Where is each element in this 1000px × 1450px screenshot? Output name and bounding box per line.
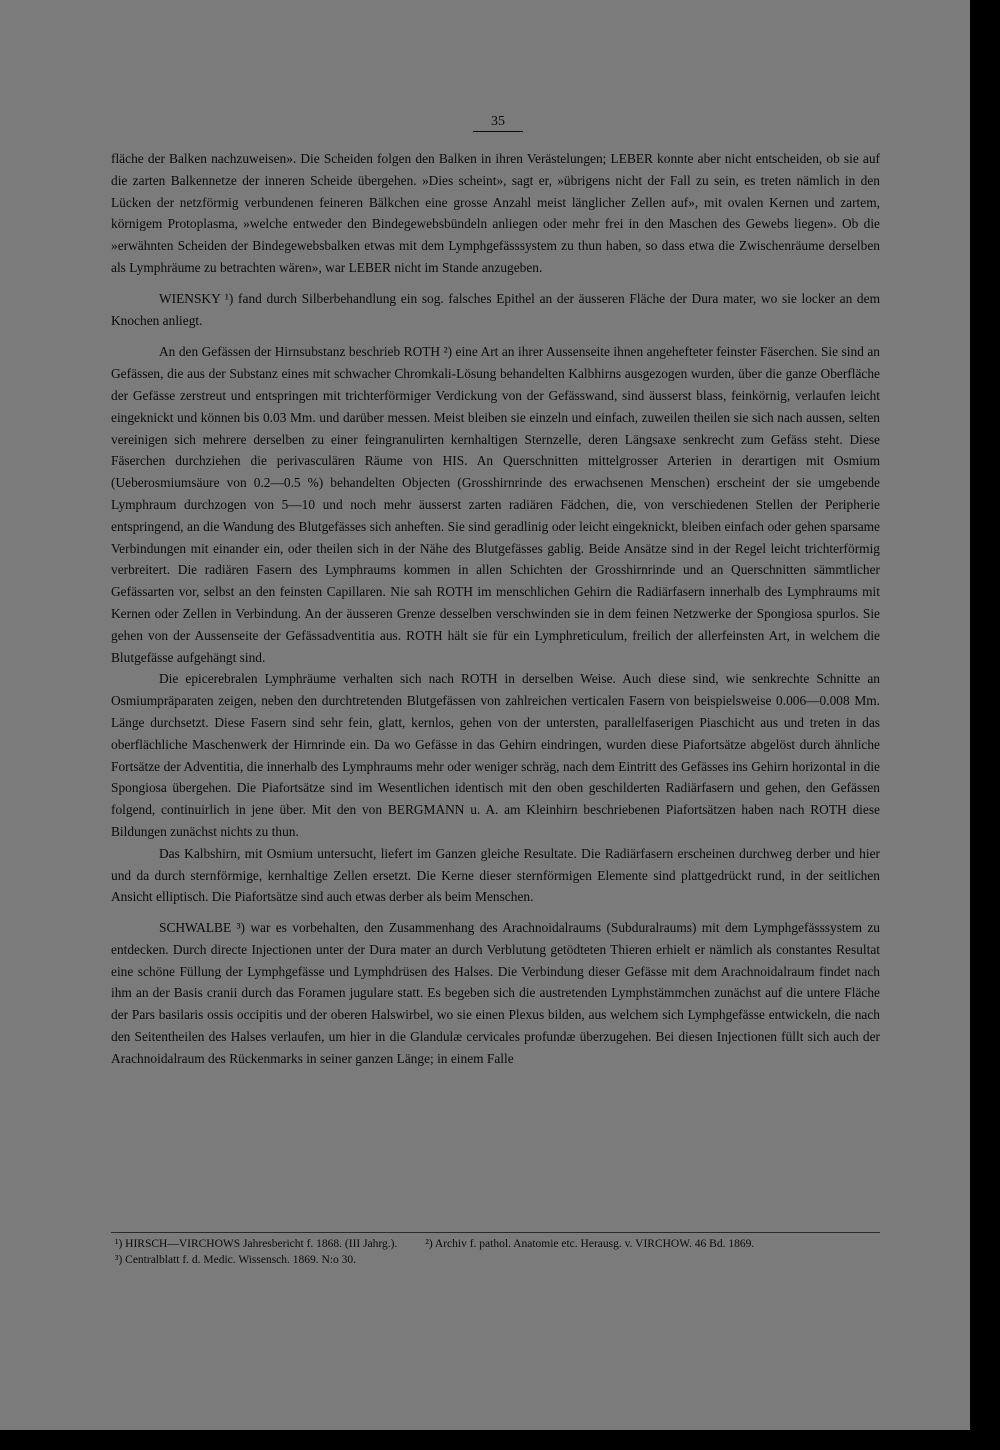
paragraph: SCHWALBE ³) war es vorbehalten, den Zusammenhang des Arachnoidalraums (Subduralraums) mit dem Lymphgefässsystem zu entdecken. Durch directe Injectionen unter der Dura mater an durch Verblutung getödteten Thieren erhielt er nämlich als constantes Resultat eine schöne Füllung der Lymphgefässe und Lymphdrüsen des Halses. Die Verbindung dieser Gefässe mit dem Arachnoidalraum findet nach ihm an der Basis cranii durch das Foramen jugulare statt. Es begeben sich die austretenden Lymphstämmchen zunächst auf die untere Fläche der Pars basilaris ossis occipitis und der oberen Halswirbel, wo sie einen Plexus bilden, aus welchem sich Lymphgefässe entwickeln, die nach den Seitentheilen des Halses verlaufen, um hier in die Glandulæ cervicales profundæ überzugehen. Bei diesen Injectionen füllt sich auch der Arachnoidalraum des Rückenmarks in seiner ganzen Länge; in einem Falle xyxy=(111,920,880,1066)
footnote-1: ¹) HIRSCH—VIRCHOWS Jahresbericht f. 1868. (III Jahrg.). xyxy=(115,1238,398,1250)
footnote-row xyxy=(115,1252,880,1268)
footnote-3: ³) Centralblatt f. d. Medic. Wissensch. 1869. N:o 30. xyxy=(115,1254,357,1266)
paragraph: WIENSKY ¹) fand durch Silberbehandlung ein sog. falsches Epithel an der äusseren Fläche der Dura mater, wo sie locker an dem Knochen anliegt. xyxy=(111,290,880,328)
footnote-2: ²) Archiv f. pathol. Anatomie etc. Herausg. v. VIRCHOW. 46 Bd. 1869. xyxy=(425,1238,755,1250)
scan-border-bottom xyxy=(0,1430,1000,1450)
paragraph: Das Kalbshirn, mit Osmium untersucht, liefert im Ganzen gleiche Resultate. Die Radiärfasern erscheinen durchweg derber und hier und da durch sternförmige, kernhaltige Zellen ersetzt. Die Kerne dieser sternförmigen Elemente sind plattgedrückt rund, in der seitlichen Ansicht elliptisch. Die Piafortsätze sind auch etwas derber als beim Menschen. xyxy=(111,845,880,905)
body-text xyxy=(111,148,880,1070)
scan-border-right xyxy=(970,0,1000,1450)
paragraph: An den Gefässen der Hirnsubstanz beschrieb ROTH ²) eine Art an ihrer Aussenseite ihnen angehefteter feinster Fäserchen. Sie sind an Gefässen, die aus der Substanz eines mit schwacher Chromkali-Lösung behandelten Kalbhirns ausgezogen wurden, über die ganze Oberfläche der Gefässe zerstreut und entspringen mit trichterförmiger Verdickung von der Gefässwand, sind äusserst blass, feinkörnig, verlaufen leicht eingeknickt und können bis 0.03 Mm. und darüber messen. Meist bleiben sie einzeln und einfach, zuweilen theilen sie sich nach aussen, selten vereinigen sich mehrere derselben zu einer feingranulirten kernhaltigen Sternzelle, deren Längsaxe senkrecht zum Gefäss steht. Diese Fäserchen durchziehen die perivasculären Räume von HIS. An Querschnitten mittelgrosser Arterien in derartigen mit Osmium (Ueberosmiumsäure von 0.2—0.5 %) behandelten Objecten (Grosshirnrinde des erwachsenen Menschen) erscheint der sie umgebende Lymphraum durchzogen von 5—10 und noch mehr äusserst zarten radiären Fädchen, die, von verschiedenen Stellen der Peripherie entspringend, an die Wandung des Blutgefässes sich anheften. Sie sind geradlinig oder leicht eingeknickt, bleiben einfach oder gehen sparsame Verbindungen mit einander ein, oder theilen sich in der Nähe des Blutgefässes gablig. Beide Ansätze sind in der Regel leicht trichterförmig verbreitert. Die radiären Fasern des Lymphraums kommen in allen Schichten der Grosshirnrinde und an Querschnitten sämmtlicher Gefässarten vor, selbst an den feinsten Capillaren. Nie sah ROTH im menschlichen Gehirn die Radiärfasern innerhalb des Lymphraums mit Kernen oder Zellen in Verbindung. An der äusseren Grenze desselben verschwinden sie in dem feinen Netzwerke der Spongiosa spurlos. Sie gehen von der Aussenseite der Gefässadventitia aus. ROTH hält sie für ein Lymphreticulum, freilich der allerfeinsten Art, in welchem die Blutgefässe aufgehängt sind. xyxy=(111,344,880,665)
footnotes xyxy=(115,1236,880,1268)
paragraph: fläche der Balken nachzuweisen». Die Scheiden folgen den Balken in ihren Verästelungen; LEBER konnte aber nicht entscheiden, ob sie auf die zarten Balkennetze der inneren Scheide übergehen. »Dies scheint», sagt er, »übrigens nicht der Fall zu sein, es treten nämlich in den Lücken der netzförmig verbundenen feineren Bälkchen eine grosse Anzahl meist länglicher Zellen auf», mit ovalen Kernen und zartem, körnigem Protoplasma, »welche entweder den Bindegewebsbündeln anliegen oder mehr frei in den Maschen des Gewebs liegen». Ob die »erwähnten Scheiden der Bindegewebsbalken etwas mit dem Lymphgefässsystem zu thun haben, so dass etwa die Zwischenräume derselben als Lymphräume zu betrachten wären», war LEBER nicht im Stande anzugeben. xyxy=(111,151,880,275)
paragraph: Die epicerebralen Lymphräume verhalten sich nach ROTH in derselben Weise. Auch diese sind, wie senkrechte Schnitte an Osmiumpräparaten zeigen, neben den durchtretenden Blutgefässen von zahlreichen verticalen Fasern von beispielsweise 0.006—0.008 Mm. Länge durchsetzt. Diese Fasern sind sehr fein, glatt, kernlos, gehen von der untersten, parallelfaserigen Piaschicht aus und treten in das oberflächliche Maschenwerk der Hirnrinde ein. Da wo Gefässe in das Gehirn eindringen, wurden diese Piafortsätze abgelöst durch ähnliche Fortsätze der Adventitia, die innerhalb des Lymphraums mehr oder weniger schräg, nach dem Eintritt des Gefässes ins Gehirn horizontal in die Spongiosa übergehen. Die Piafortsätze sind im Wesentlichen identisch mit den oben geschilderten Radiärfasern und gehen, den Gefässen folgend, continuirlich in jene über. Mit den von BERGMANN u. A. am Kleinhirn beschriebenen Piafortsätzen haben nach ROTH diese Bildungen zunächst nichts zu thun. xyxy=(111,671,880,839)
page-number: 35 xyxy=(473,114,523,132)
footnote-divider xyxy=(111,1232,880,1233)
footnote-row xyxy=(115,1236,880,1252)
